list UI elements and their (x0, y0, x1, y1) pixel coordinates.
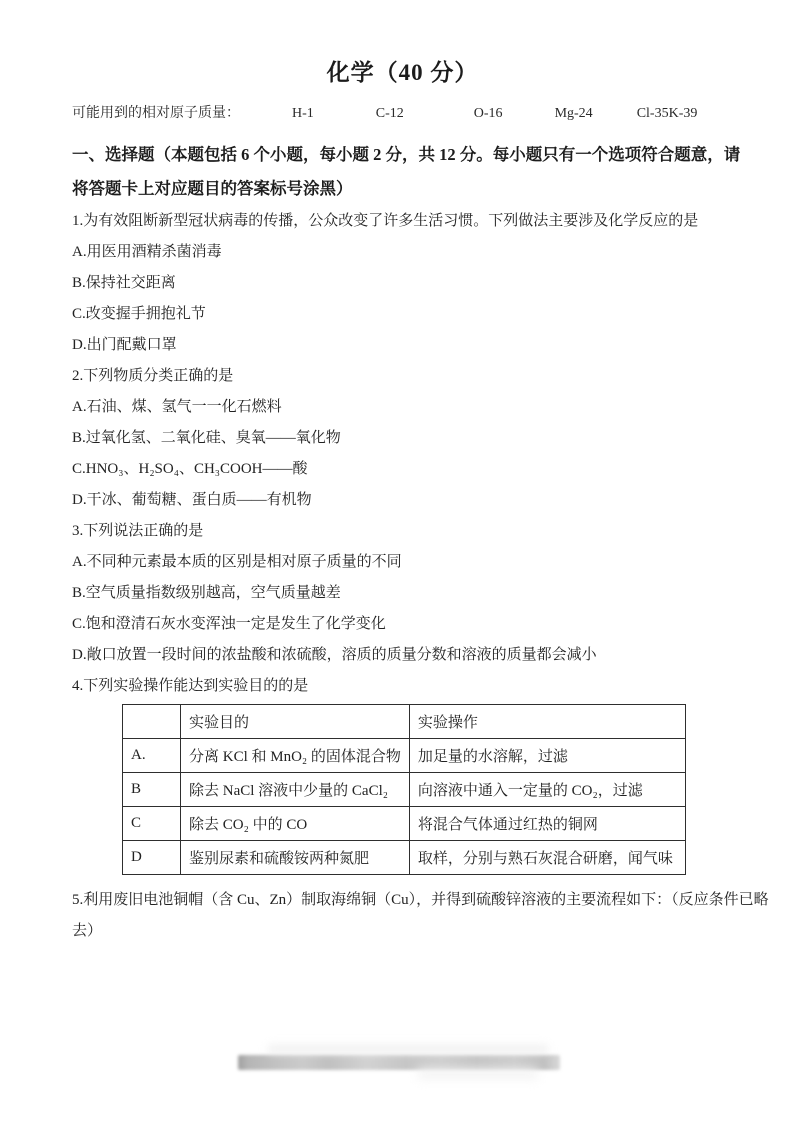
experiment-table-row-d (123, 841, 686, 875)
row-d-operation: 取样，分别与熟石灰混合研磨，闻气味 (409, 841, 685, 875)
atomic-mass-item-cl: Cl-35 (636, 106, 669, 121)
question-3-option-d: D.敞口放置一段时间的浓盐酸和浓硫酸，溶质的质量分数和溶液的质量都会减小 (72, 647, 597, 663)
scan-watermark-smudge (238, 1055, 560, 1070)
atomic-mass-item-c: C-12 (375, 106, 404, 121)
row-a-purpose: 分离 KCl 和 MnO₂ 的固体混合物 (181, 739, 410, 773)
experiment-table-row-a (123, 739, 686, 773)
question-1-option-a: A.用医用酒精杀菌消毒 (72, 244, 222, 260)
question-1-option-b: B.保持社交距离 (72, 275, 176, 291)
atomic-mass-item-mg: Mg-24 (554, 106, 593, 121)
experiment-table-header-blank (123, 705, 181, 739)
question-1 (72, 206, 733, 361)
question-2-option-d: D.干冰、葡萄糖、蛋白质——有机物 (72, 492, 312, 508)
question-5 (72, 885, 769, 947)
question-2-option-b: B.过氧化氢、二氧化硅、臭氧——氧化物 (72, 430, 341, 446)
row-d-label: D (123, 841, 181, 875)
atomic-mass-item-k: K-39 (668, 106, 698, 121)
row-b-purpose: 除去 NaCl 溶液中少量的 CaCl₂ (181, 773, 410, 807)
row-b-operation: 向溶液中通入一定量的 CO₂，过滤 (409, 773, 685, 807)
question-3-option-b: B.空气质量指数级别越高，空气质量越差 (72, 585, 341, 601)
row-a-label: A. (123, 739, 181, 773)
experiment-table-header-operation: 实验操作 (409, 705, 685, 739)
atomic-mass-label: 可能用到的相对原子质量： (72, 106, 240, 121)
question-3-option-a: A.不同种元素最本质的区别是相对原子质量的不同 (72, 554, 402, 570)
question-4 (72, 671, 733, 875)
section-heading-line2: 将答题卡上对应题目的答案标号涂黑） (72, 179, 353, 198)
question-3 (72, 516, 733, 671)
experiment-table-header-row (123, 705, 686, 739)
experiment-table (122, 704, 686, 875)
atomic-mass-line (72, 104, 733, 124)
experiment-table-row-b (123, 773, 686, 807)
question-5-stem-line1: 5.利用废旧电池铜帽（含 Cu、Zn）制取海绵铜（Cu），并得到硫酸锌溶液的主要流程如下：（反应条件已略 (72, 892, 769, 908)
section-heading (72, 138, 741, 206)
question-1-option-c: C.改变握手拥抱礼节 (72, 306, 206, 322)
row-d-purpose: 鉴别尿素和硫酸铵两种氮肥 (181, 841, 410, 875)
question-2-option-c: C.HNO₃、H₂SO₄、CH₃COOH——酸 (72, 461, 308, 477)
row-c-purpose: 除去 CO₂ 中的 CO (181, 807, 410, 841)
question-3-stem: 3.下列说法正确的是 (72, 523, 204, 539)
question-4-stem: 4.下列实验操作能达到实验目的的是 (72, 678, 309, 694)
page-title: 化学（40 分） (326, 60, 479, 85)
atomic-mass-item-h: H-1 (292, 106, 314, 121)
atomic-mass-item-o: O-16 (473, 106, 503, 121)
row-a-operation: 加足量的水溶解，过滤 (409, 739, 685, 773)
question-2-stem: 2.下列物质分类正确的是 (72, 368, 234, 384)
question-2 (72, 361, 733, 516)
row-c-operation: 将混合气体通过红热的铜网 (409, 807, 685, 841)
question-5-stem-line2: 去） (72, 923, 103, 939)
question-3-option-c: C.饱和澄清石灰水变浑浊一定是发生了化学变化 (72, 616, 386, 632)
section-heading-line1: 一、选择题（本题包括 6 个小题，每小题 2 分，共 12 分。每小题只有一个选项符合题意，请 (72, 145, 741, 164)
experiment-table-row-c (123, 807, 686, 841)
row-b-label: B (123, 773, 181, 807)
question-1-stem: 1.为有效阻断新型冠状病毒的传播，公众改变了许多生活习惯。下列做法主要涉及化学反应的是 (72, 213, 699, 229)
question-1-option-d: D.出门配戴口罩 (72, 337, 177, 353)
question-2-option-a: A.石油、煤、氢气一一化石燃料 (72, 399, 282, 415)
row-c-label: C (123, 807, 181, 841)
experiment-table-header-purpose: 实验目的 (181, 705, 410, 739)
